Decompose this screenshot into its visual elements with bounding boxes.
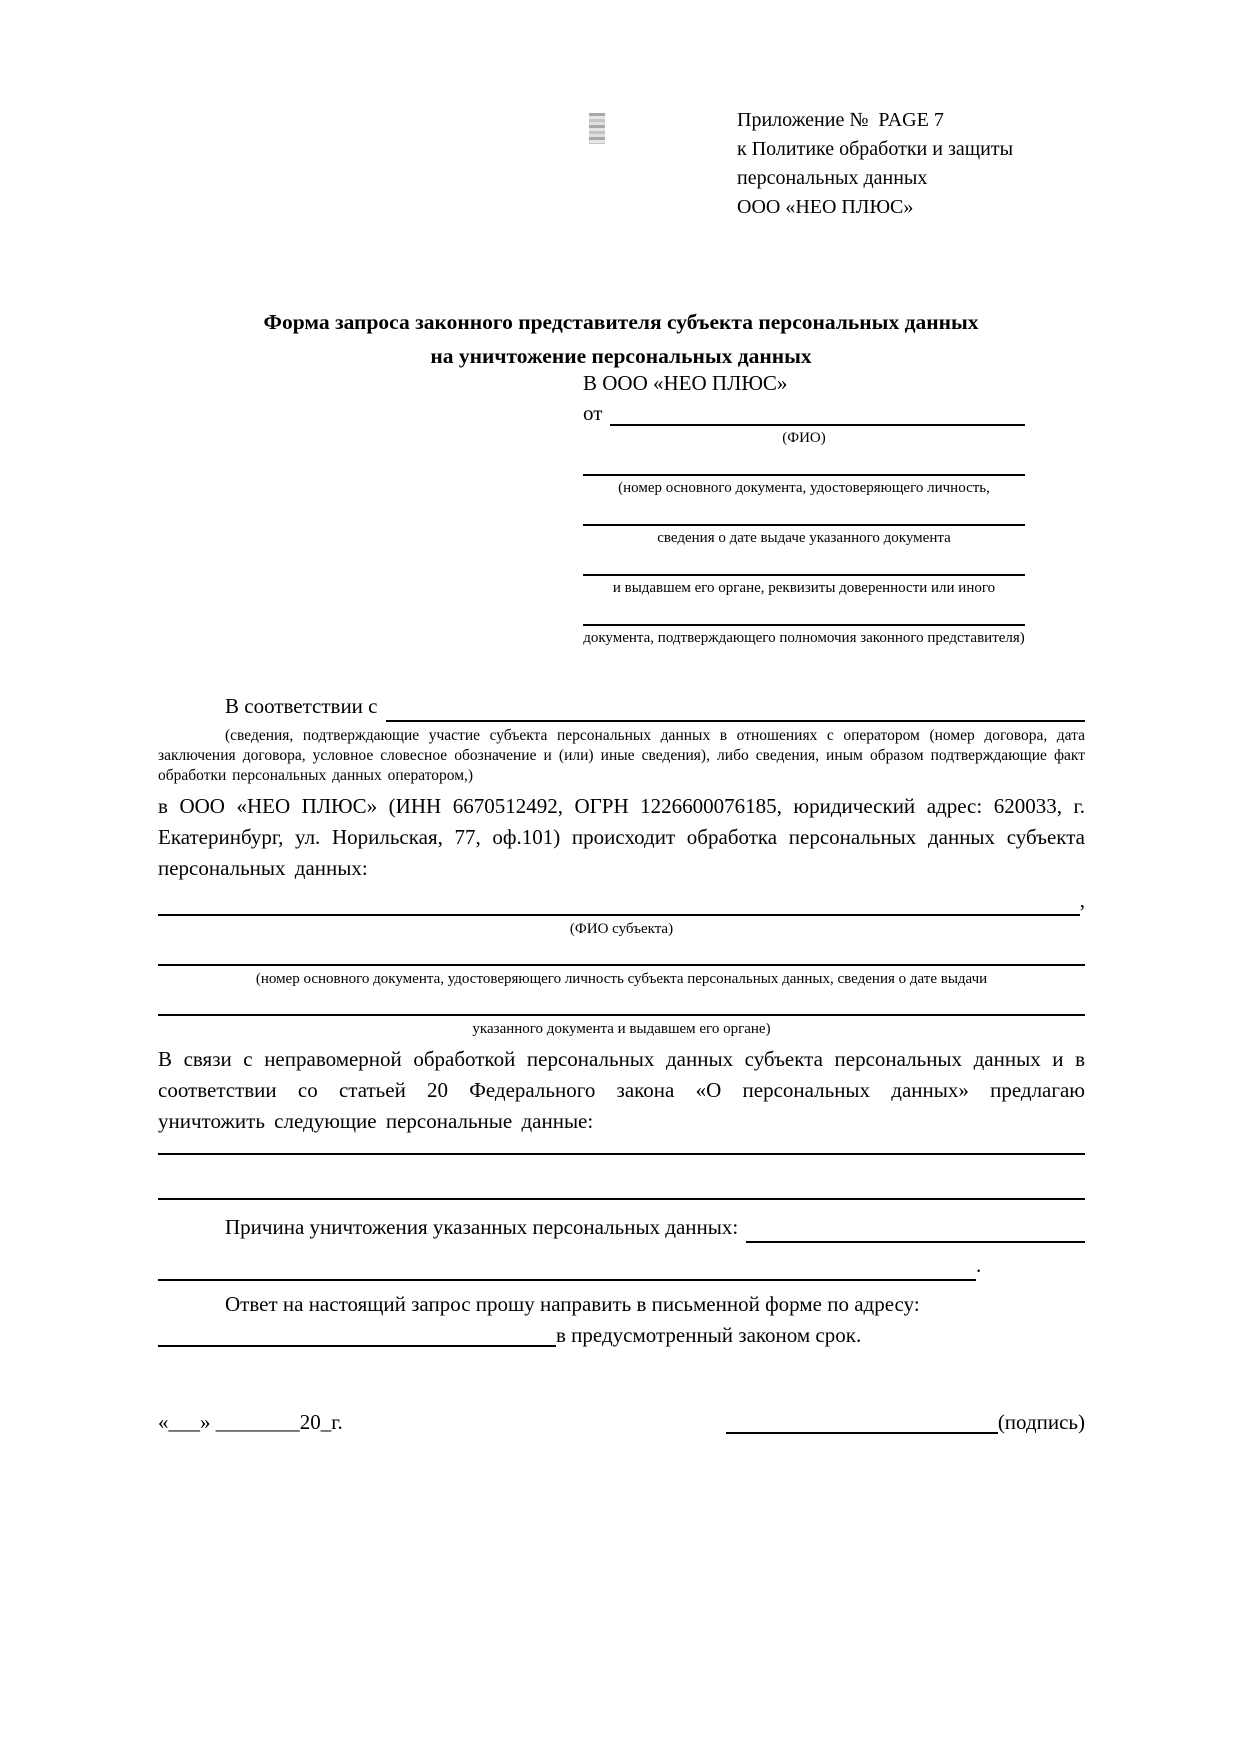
subject-authority-fill-line[interactable]: [158, 1014, 1085, 1016]
form-title-line-1: Форма запроса законного представителя субъекта персональных данных: [263, 310, 979, 334]
reply-address-row: [158, 1320, 1085, 1351]
appendix-header: [737, 106, 1013, 222]
data-to-destroy-fill-line-1[interactable]: [158, 1153, 1085, 1155]
reason-fill-line-2[interactable]: [158, 1279, 976, 1281]
accordance-label: В соответствии с: [225, 694, 378, 718]
accordance-row: [158, 693, 1085, 722]
appendix-line: Приложение № PAGE 7: [737, 109, 944, 131]
document-number-fill-line[interactable]: [583, 474, 1025, 476]
caption-subject-fio: (ФИО субъекта): [569, 921, 674, 937]
form-body: [158, 693, 1085, 1438]
form-title-line-2: на уничтожение персональных данных: [430, 344, 812, 368]
issue-date-fill-line[interactable]: [583, 524, 1025, 526]
destroy-paragraph: В связи с неправомерной обработкой персональных данных субъекта персональных данных и в соответствии со статьей 20 Федерального закона «О персональных данных» предлагаю уничтожить следующие персональные данные:: [158, 1047, 1085, 1133]
signature-group: [726, 1407, 1085, 1438]
signature-fill-line[interactable]: [726, 1432, 998, 1434]
reason-period: .: [976, 1253, 982, 1277]
reason-label: Причина уничтожения указанных персональных данных:: [225, 1215, 739, 1239]
form-title: [0, 305, 1242, 373]
appendix-line: персональных данных: [737, 167, 928, 189]
caption-subject-authority: указанного документа и выдавшем его органе): [472, 1021, 771, 1037]
power-of-attorney-fill-line[interactable]: [583, 624, 1025, 626]
subject-document-fill-line[interactable]: [158, 964, 1085, 966]
caption-document-number: (номер основного документа, удостоверяющего личность,: [618, 480, 990, 496]
reason-fill-line[interactable]: [746, 1241, 1085, 1243]
fio-fill-line[interactable]: [610, 424, 1025, 426]
subject-fio-fill-line[interactable]: [158, 914, 1080, 916]
data-to-destroy-fill-line-2[interactable]: [158, 1198, 1085, 1200]
reply-paragraph: Ответ на настоящий запрос прошу направить в письменной форме по адресу:: [225, 1292, 920, 1316]
accordance-footnote: (сведения, подтверждающие участие субъекта персональных данных в отношениях с оператором (номер договора, дата заключения договора, условное словесное обозначение и (или) иные сведения), либо сведения, иным образом подтверждающие факт обработки персональных данных оператором,): [158, 727, 1085, 784]
addressee-block: [583, 370, 1025, 648]
subject-fio-row: [158, 888, 1085, 916]
accordance-fill-line[interactable]: [386, 720, 1086, 722]
issuing-authority-fill-line[interactable]: [583, 574, 1025, 576]
embedded-object-thumbnail-icon: [589, 113, 605, 144]
subject-fio-suffix: ,: [1079, 888, 1085, 912]
date-blank[interactable]: «___» ________20_г.: [158, 1410, 343, 1434]
caption-power-of-attorney: документа, подтверждающего полномочия законного представителя): [583, 630, 1025, 646]
reason-row: [158, 1212, 1085, 1243]
caption-subject-document: (номер основного документа, удостоверяющего личность субъекта персональных данных, сведения о дате выдачи: [255, 971, 988, 987]
signature-caption: (подпись): [997, 1410, 1085, 1434]
caption-issuing-authority: и выдавшем его органе, реквизиты доверенности или иного: [612, 580, 996, 596]
from-label: от: [583, 401, 603, 425]
reply-address-fill-line[interactable]: [158, 1345, 556, 1347]
signature-footer: [158, 1407, 1085, 1438]
caption-issue-date: сведения о дате выдаче указанного документа: [657, 530, 951, 546]
operator-paragraph: в ООО «НЕО ПЛЮС» (ИНН 6670512492, ОГРН 1226600076185, юридический адрес: 620033, г. Екатеринбург, ул. Норильская, 77, оф.101) происходит обработка персональных данных субъекта персональных данных:: [158, 794, 1085, 880]
caption-fio: (ФИО): [782, 430, 826, 446]
reason-continuation-row: [158, 1253, 1085, 1281]
appendix-line: ООО «НЕО ПЛЮС»: [737, 196, 914, 218]
reply-tail: в предусмотренный законом срок.: [556, 1323, 862, 1347]
from-row: [583, 399, 1025, 426]
appendix-line: к Политике обработки и защиты: [737, 138, 1014, 160]
recipient-line: В ООО «НЕО ПЛЮС»: [583, 371, 788, 395]
